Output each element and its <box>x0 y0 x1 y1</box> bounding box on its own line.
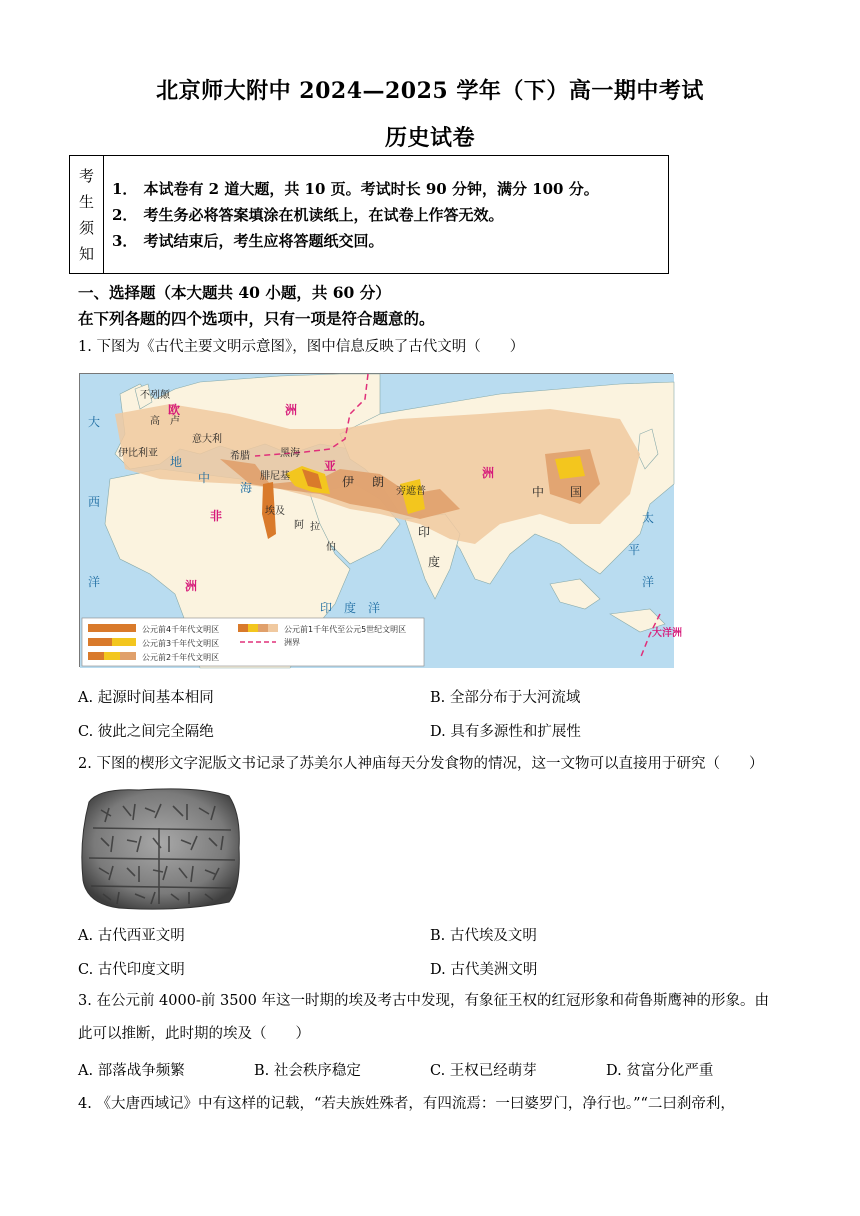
legend-era4: 公元前4千年代文明区 <box>142 625 220 634</box>
label-arabia-1: 阿 <box>294 520 304 531</box>
q2-option-a[interactable]: A. 古代西亚文明 <box>78 928 185 944</box>
legend-boundary: 洲界 <box>284 638 300 647</box>
section-instruction: 在下列各题的四个选项中，只有一项是符合题意的。 <box>78 309 435 328</box>
question-2-stem: 2. 下图的楔形文字泥版文书记录了苏美尔人神庙每天分发食物的情况，这一文物可以直接用于研究（ ） <box>78 756 764 772</box>
label-greece: 希腊 <box>230 451 250 462</box>
label-atlantic-2: 西 <box>88 495 101 509</box>
label-iran-1: 伊 <box>342 475 355 489</box>
label-europe-1: 欧 <box>168 403 181 417</box>
notice-item: 1． 本试卷有 2 道大题，共 10 页。考试时长 90 分钟，满分 100 分。 <box>112 180 599 198</box>
q1-option-c[interactable]: C. 彼此之间完全隔绝 <box>78 724 214 740</box>
label-india-2: 度 <box>428 555 441 569</box>
q1-option-b[interactable]: B. 全部分布于大河流域 <box>430 690 581 706</box>
label-india-1: 印 <box>418 525 431 539</box>
label-italy: 意大利 <box>192 434 222 445</box>
map-legend <box>82 618 424 666</box>
label-iran-2: 朗 <box>372 475 385 489</box>
notice-label-char: 生 <box>78 192 94 211</box>
notice-label-char: 考 <box>78 166 94 185</box>
ancient-civilizations-map <box>79 373 682 667</box>
question-1-stem: 1. 下图为《古代主要文明示意图》，图中信息反映了古代文明（ ） <box>78 339 525 355</box>
exam-title: 北京师大附中 2024—2025 学年（下）高一期中考试 <box>156 78 704 104</box>
label-gaul-2: 卢 <box>170 416 180 427</box>
label-pacific-1: 太 <box>642 511 655 525</box>
label-asia-2: 洲 <box>482 466 495 480</box>
q1-option-a[interactable]: A. 起源时间基本相同 <box>78 690 214 706</box>
section-heading: 一、选择题（本大题共 40 小题，共 60 分） <box>78 283 391 302</box>
label-iberia: 伊比利亚 <box>118 448 158 459</box>
notice-items <box>112 176 599 254</box>
label-med-1: 地 <box>170 455 183 469</box>
label-med-2: 中 <box>198 471 211 485</box>
label-oceania: 大洋洲 <box>652 628 682 639</box>
label-indian-ocean: 印 度 洋 <box>320 601 381 615</box>
legend-era1: 公元前1千年代至公元5世纪文明区 <box>284 625 407 634</box>
label-africa-2: 洲 <box>185 579 198 593</box>
label-harappa: 旁遮普 <box>396 486 426 497</box>
label-arabia-2: 拉 <box>310 522 320 533</box>
label-china-1: 中 <box>532 485 545 499</box>
label-europe-2: 洲 <box>285 403 298 417</box>
label-arabia-3: 伯 <box>326 542 336 553</box>
label-black-sea: 黑海 <box>280 448 300 459</box>
cuneiform-tablet-image <box>79 784 243 912</box>
map-graphic <box>80 374 682 668</box>
legend-era2: 公元前2千年代文明区 <box>142 653 220 662</box>
notice-label-char: 须 <box>78 218 94 237</box>
notice-box <box>69 155 669 274</box>
question-4-stem: 4. 《大唐西域记》中有这样的记载，“若夫族姓殊者，有四流焉：一曰婆罗门，净行也。”“二曰刹帝利， <box>78 1096 735 1112</box>
notice-label-char: 知 <box>78 244 94 263</box>
label-pacific-3: 洋 <box>642 575 655 589</box>
notice-label <box>70 156 104 273</box>
q1-option-d[interactable]: D. 具有多源性和扩展性 <box>430 724 581 740</box>
label-africa-1: 非 <box>210 509 223 523</box>
label-britain: 不列颠 <box>140 390 170 401</box>
label-phoenicia: 腓尼基 <box>260 471 290 482</box>
q3-option-a[interactable]: A. 部落战争频繁 <box>78 1063 185 1079</box>
region-3rd-millennium-china <box>555 456 585 479</box>
label-china-2: 国 <box>570 485 583 499</box>
label-gaul-1: 高 <box>150 416 160 427</box>
label-pacific-2: 平 <box>628 543 641 557</box>
cuneiform-tablet-graphic <box>79 784 243 912</box>
label-atlantic-1: 大 <box>88 415 101 429</box>
label-egypt: 埃及 <box>265 506 285 517</box>
q2-option-b[interactable]: B. 古代埃及文明 <box>430 928 537 944</box>
question-3-stem-line1: 3. 在公元前 4000-前 3500 年这一时期的埃及考古中发现，有象征王权的红冠形象和荷鲁斯鹰神的形象。由 <box>78 993 769 1009</box>
q2-option-c[interactable]: C. 古代印度文明 <box>78 962 185 978</box>
notice-item: 2． 考生务必将答案填涂在机读纸上，在试卷上作答无效。 <box>112 206 504 224</box>
q3-option-c[interactable]: C. 王权已经萌芽 <box>430 1063 537 1079</box>
label-asia-1: 亚 <box>324 459 337 473</box>
label-med-3: 海 <box>240 481 253 495</box>
label-atlantic-3: 洋 <box>88 575 101 589</box>
q3-option-b[interactable]: B. 社会秩序稳定 <box>254 1063 361 1079</box>
question-3-stem-line2: 此可以推断，此时期的埃及（ ） <box>78 1026 310 1042</box>
exam-subtitle: 历史试卷 <box>384 125 475 151</box>
legend-era3: 公元前3千年代文明区 <box>142 639 220 648</box>
q3-option-d[interactable]: D. 贫富分化严重 <box>606 1063 714 1079</box>
q2-option-d[interactable]: D. 古代美洲文明 <box>430 962 538 978</box>
notice-item: 3． 考试结束后，考生应将答题纸交回。 <box>112 232 384 250</box>
